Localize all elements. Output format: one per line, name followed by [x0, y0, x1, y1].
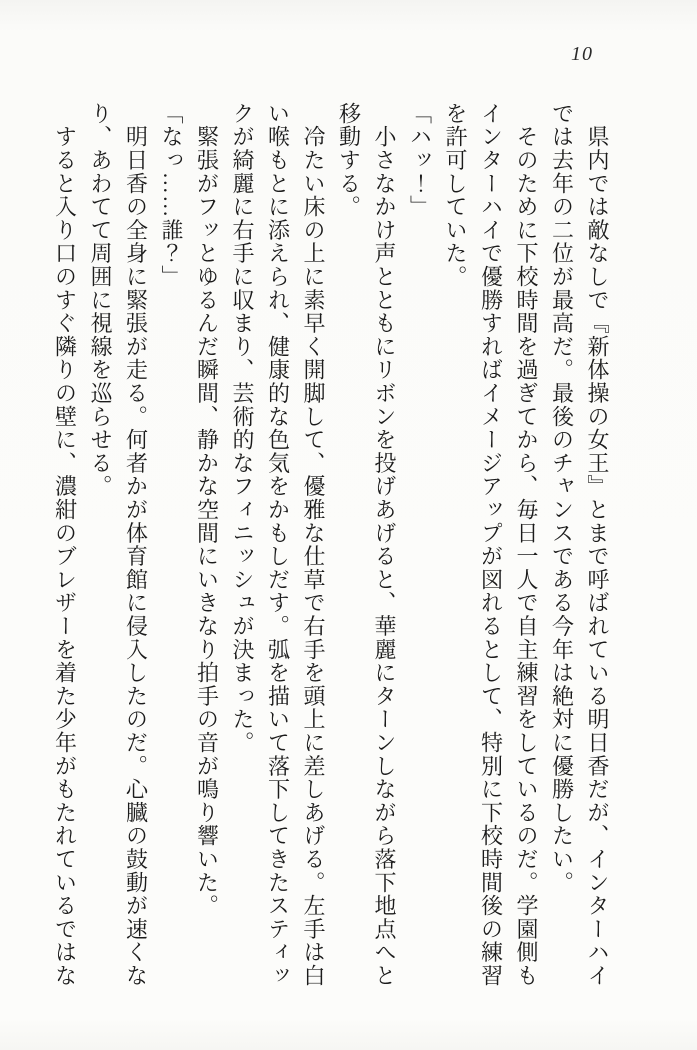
paragraph: 緊張がフッとゆるんだ瞬間、静かな空間にいきなり拍手の音が鳴り響いた。 — [194, 102, 220, 918]
paragraph: そのために下校時間を過ぎてから、毎日一人で自主練習をしているのだ。学園側もインターハイで優勝すればイメージアップが図れるとして、特別に下校時間後の練習を許可していた。 — [443, 102, 539, 988]
paragraph: 県内では敵なしで『新体操の女王』とまで呼ばれている明日香だが、インターハイでは去年の二位が最高だ。最後のチャンスである今年は絶対に優勝したい。 — [549, 102, 610, 988]
paragraph: 小さなかけ声とともにリボンを投げあげると、華麗にターンしながら落下地点へと移動する。 — [336, 102, 397, 988]
page-number: 10 — [571, 43, 593, 65]
paragraph: すると入り口のすぐ隣りの壁に、濃紺のブレザーを着た少年がもたれているではな — [52, 102, 78, 988]
paragraph: 明日香の全身に緊張が走る。何者かが体育館に侵入したのだ。心臓の鼓動が速くなり、あわてて周囲に視線を巡らせる。 — [88, 102, 149, 988]
paragraph-dialogue: 「なっ……誰？」 — [159, 102, 184, 289]
body-text — [47, 102, 615, 992]
paragraph-dialogue: 「ハッ！」 — [407, 102, 433, 219]
paragraph: 冷たい床の上に素早く開脚して、優雅な仕草で右手を頭上に差しあげる。左手は白い喉もとに添えられ、健康的な色気をかもしだす。弧を描いて落下してきたスティックが綺麗に右手に収まり、芸術的なフィニッシュが決まった。 — [230, 102, 326, 988]
